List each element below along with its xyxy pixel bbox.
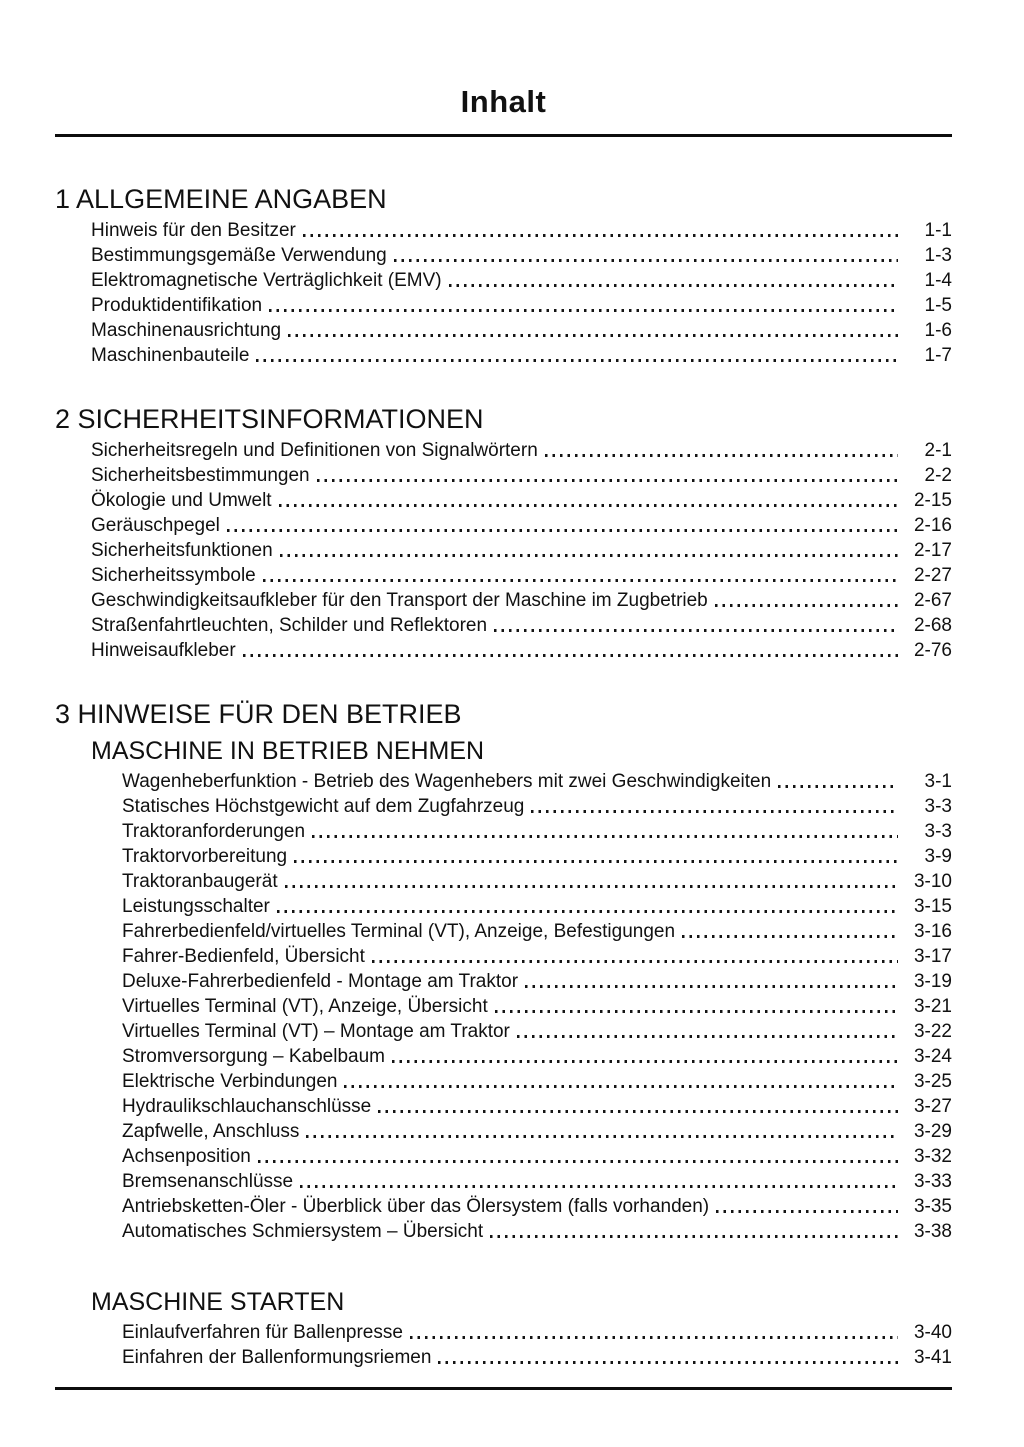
- page-title: Inhalt: [460, 84, 547, 119]
- toc-leader-dots: [285, 885, 898, 888]
- toc-entry: [122, 1018, 952, 1043]
- toc-entry-page: 3-24: [913, 1046, 952, 1067]
- toc-entry-label: Stromversorgung – Kabelbaum: [122, 1046, 385, 1067]
- toc-entry-page: 2-67: [913, 590, 952, 611]
- toc-entry-label: Traktoranbaugerät: [122, 871, 278, 892]
- toc-entry-label: Bestimmungsgemäße Verwendung: [91, 245, 387, 266]
- toc-entry-page: 1-5: [924, 295, 952, 316]
- toc-entry-label: Automatisches Schmiersystem – Übersicht: [122, 1221, 484, 1242]
- toc-block: [55, 736, 952, 1243]
- toc-entry: [122, 1193, 952, 1218]
- toc-entry-label: Einlaufverfahren für Ballenpresse: [122, 1322, 403, 1343]
- toc-entry-list: [91, 217, 952, 367]
- toc-entry-page: 3-3: [924, 796, 952, 817]
- toc-entry: [122, 1118, 952, 1143]
- toc-entry: [91, 267, 952, 292]
- toc-entry: [91, 637, 952, 662]
- toc-entry: [122, 993, 952, 1018]
- toc-entry: [122, 1344, 952, 1369]
- toc-leader-dots: [410, 1336, 898, 1339]
- toc-section-1: [55, 183, 952, 367]
- toc-entry-list: [122, 768, 952, 1243]
- toc-entry: [122, 1319, 952, 1344]
- toc-entry: [122, 968, 952, 993]
- toc-leader-dots: [300, 1185, 898, 1188]
- toc-entry-label: Sicherheitsregeln und Definitionen von Signalwörtern: [91, 440, 538, 461]
- toc-entry: [91, 487, 952, 512]
- toc-entry: [122, 1093, 952, 1118]
- toc-entry-label: Geräuschpegel: [91, 515, 220, 536]
- toc-leader-dots: [294, 860, 898, 863]
- toc-entry-page: 3-17: [913, 946, 952, 967]
- toc-entry-page: 3-29: [913, 1121, 952, 1142]
- toc-entry-label: Geschwindigkeitsaufkleber für den Transport der Maschine im Zugbetrieb: [91, 590, 708, 611]
- toc-entry-label: Deluxe-Fahrerbedienfeld - Montage am Traktor: [122, 971, 519, 992]
- toc-leader-dots: [227, 529, 898, 532]
- toc-entry: [91, 587, 952, 612]
- toc-entry-page: 3-19: [913, 971, 952, 992]
- toc-entry-label: Fahrerbedienfeld/virtuelles Terminal (VT), Anzeige, Befestigungen: [122, 921, 676, 942]
- toc-entry-label: Traktorvorbereitung: [122, 846, 288, 867]
- toc-leader-dots: [372, 960, 898, 963]
- toc-leader-dots: [545, 454, 898, 457]
- toc-entry: [91, 242, 952, 267]
- toc-entry: [91, 512, 952, 537]
- subsection-heading: MASCHINE IN BETRIEB NEHMEN: [91, 737, 485, 765]
- toc-entry-page: 2-17: [913, 540, 952, 561]
- toc-entry-label: Antriebsketten-Öler - Überblick über das Ölersystem (falls vorhanden): [122, 1196, 710, 1217]
- toc-leader-dots: [525, 985, 898, 988]
- toc-entry: [91, 342, 952, 367]
- toc-entry: [122, 843, 952, 868]
- toc-entry-page: 2-15: [913, 490, 952, 511]
- toc-entry: [122, 818, 952, 843]
- toc-entry-page: 1-6: [924, 320, 952, 341]
- toc-section-3: [55, 698, 952, 1369]
- toc-entry: [91, 292, 952, 317]
- toc-block: [55, 1287, 952, 1369]
- toc-leader-dots: [682, 935, 898, 938]
- toc-block: [55, 217, 952, 367]
- section-heading: 1 ALLGEMEINE ANGABEN: [55, 184, 387, 214]
- toc-entry: [122, 1043, 952, 1068]
- toc-entry-label: Statisches Höchstgewicht auf dem Zugfahrzeug: [122, 796, 525, 817]
- toc-entry-page: 2-68: [913, 615, 952, 636]
- toc-leader-dots: [494, 629, 898, 632]
- toc-entry-label: Ökologie und Umwelt: [91, 490, 272, 511]
- toc-entry-list: [91, 437, 952, 662]
- toc-leader-dots: [394, 259, 898, 262]
- toc-entry-label: Virtuelles Terminal (VT) – Montage am Traktor: [122, 1021, 510, 1042]
- toc-entry: [122, 1068, 952, 1093]
- toc-entry: [122, 918, 952, 943]
- toc-entry-page: 2-76: [913, 640, 952, 661]
- toc-leader-dots: [288, 334, 898, 337]
- bottom-divider: [55, 1387, 952, 1390]
- toc-leader-dots: [344, 1085, 898, 1088]
- toc-leader-dots: [716, 1210, 898, 1213]
- toc-entry: [91, 537, 952, 562]
- toc-entry-page: 1-3: [924, 245, 952, 266]
- toc-entry: [122, 768, 952, 793]
- section-heading: 2 SICHERHEITSINFORMATIONEN: [55, 404, 484, 434]
- toc-leader-dots: [312, 835, 898, 838]
- toc-leader-dots: [715, 604, 898, 607]
- toc-entry-page: 3-35: [913, 1196, 952, 1217]
- toc-entry-label: Maschinenbauteile: [91, 345, 250, 366]
- toc-leader-dots: [378, 1110, 898, 1113]
- toc-entry-page: 3-33: [913, 1171, 952, 1192]
- toc-entry-label: Traktoranforderungen: [122, 821, 306, 842]
- toc-leader-dots: [490, 1235, 898, 1238]
- toc-entry: [122, 1218, 952, 1243]
- toc-leader-dots: [531, 810, 898, 813]
- toc-entry-page: 2-27: [913, 565, 952, 586]
- toc-entry-label: Elektrische Verbindungen: [122, 1071, 338, 1092]
- toc-entry-page: 3-38: [913, 1221, 952, 1242]
- toc-entry-page: 2-2: [924, 465, 952, 486]
- toc-entry: [122, 1143, 952, 1168]
- toc-leader-dots: [449, 284, 898, 287]
- toc-leader-dots: [258, 1160, 898, 1163]
- toc-entry-page: 3-22: [913, 1021, 952, 1042]
- toc-leader-dots: [279, 504, 898, 507]
- subsection-heading: MASCHINE STARTEN: [91, 1288, 345, 1316]
- toc-entry-page: 3-40: [913, 1322, 952, 1343]
- toc-leader-dots: [263, 579, 898, 582]
- toc-entry: [91, 612, 952, 637]
- toc-entry: [91, 317, 952, 342]
- toc-entry-page: 3-3: [924, 821, 952, 842]
- toc-leader-dots: [256, 359, 898, 362]
- toc-entry-label: Leistungsschalter: [122, 896, 270, 917]
- toc-entry-label: Produktidentifikation: [91, 295, 263, 316]
- toc-entry-label: Hydraulikschlauchanschlüsse: [122, 1096, 372, 1117]
- toc-entry-label: Zapfwelle, Anschluss: [122, 1121, 300, 1142]
- toc-entry: [122, 893, 952, 918]
- toc-entry-label: Achsenposition: [122, 1146, 251, 1167]
- toc-entry-label: Hinweis für den Besitzer: [91, 220, 296, 241]
- toc-leader-dots: [495, 1010, 898, 1013]
- toc-entry-page: 1-7: [924, 345, 952, 366]
- toc-entry-label: Bremsenanschlüsse: [122, 1171, 294, 1192]
- toc-entry-label: Elektromagnetische Verträglichkeit (EMV): [91, 270, 442, 291]
- toc-entry-label: Sicherheitssymbole: [91, 565, 256, 586]
- toc-entry-page: 3-9: [924, 846, 952, 867]
- toc-entry: [91, 462, 952, 487]
- toc-entry-label: Maschinenausrichtung: [91, 320, 282, 341]
- toc-entry-label: Sicherheitsfunktionen: [91, 540, 273, 561]
- toc-entry-page: 3-1: [924, 771, 952, 792]
- toc-entry: [91, 437, 952, 462]
- toc-block: [55, 437, 952, 662]
- toc-entry-page: 3-32: [913, 1146, 952, 1167]
- toc-entry-label: Wagenheberfunktion - Betrieb des Wagenhebers mit zwei Geschwindigkeiten: [122, 771, 772, 792]
- toc-entry-page: 3-41: [913, 1347, 952, 1368]
- toc-leader-dots: [438, 1361, 898, 1364]
- toc-leader-dots: [243, 654, 898, 657]
- toc-entry-page: 1-4: [924, 270, 952, 291]
- toc-entry-page: 2-1: [924, 440, 952, 461]
- toc-entry-page: 3-15: [913, 896, 952, 917]
- section-heading: 3 HINWEISE FÜR DEN BETRIEB: [55, 699, 462, 729]
- toc-entry: [122, 793, 952, 818]
- toc-leader-dots: [778, 785, 898, 788]
- toc-entry: [91, 562, 952, 587]
- toc-entry-page: 1-1: [924, 220, 952, 241]
- title-divider: [55, 134, 952, 137]
- toc-entry-page: 3-25: [913, 1071, 952, 1092]
- toc-entry-page: 3-27: [913, 1096, 952, 1117]
- toc-entry-list: [122, 1319, 952, 1369]
- toc-entry-label: Virtuelles Terminal (VT), Anzeige, Übersicht: [122, 996, 488, 1017]
- toc-section-2: [55, 403, 952, 662]
- toc-entry: [122, 943, 952, 968]
- toc-entry-label: Sicherheitsbestimmungen: [91, 465, 310, 486]
- toc-entry-label: Hinweisaufkleber: [91, 640, 236, 661]
- toc-entry-page: 3-16: [913, 921, 952, 942]
- toc-entry-label: Fahrer-Bedienfeld, Übersicht: [122, 946, 365, 967]
- toc-entry-page: 2-16: [913, 515, 952, 536]
- toc-leader-dots: [269, 309, 898, 312]
- toc-leader-dots: [306, 1135, 898, 1138]
- toc-entry-page: 3-10: [913, 871, 952, 892]
- toc-leader-dots: [280, 554, 898, 557]
- toc-leader-dots: [277, 910, 898, 913]
- toc-entry: [91, 217, 952, 242]
- toc-entry: [122, 1168, 952, 1193]
- toc-leader-dots: [317, 479, 898, 482]
- toc-entry: [122, 868, 952, 893]
- toc-entry-label: Straßenfahrtleuchten, Schilder und Reflektoren: [91, 615, 488, 636]
- toc-entry-label: Einfahren der Ballenformungsriemen: [122, 1347, 432, 1368]
- toc-leader-dots: [392, 1060, 898, 1063]
- toc-leader-dots: [303, 234, 898, 237]
- toc-entry-page: 3-21: [913, 996, 952, 1017]
- toc-sections: [55, 183, 952, 1369]
- toc-leader-dots: [517, 1035, 898, 1038]
